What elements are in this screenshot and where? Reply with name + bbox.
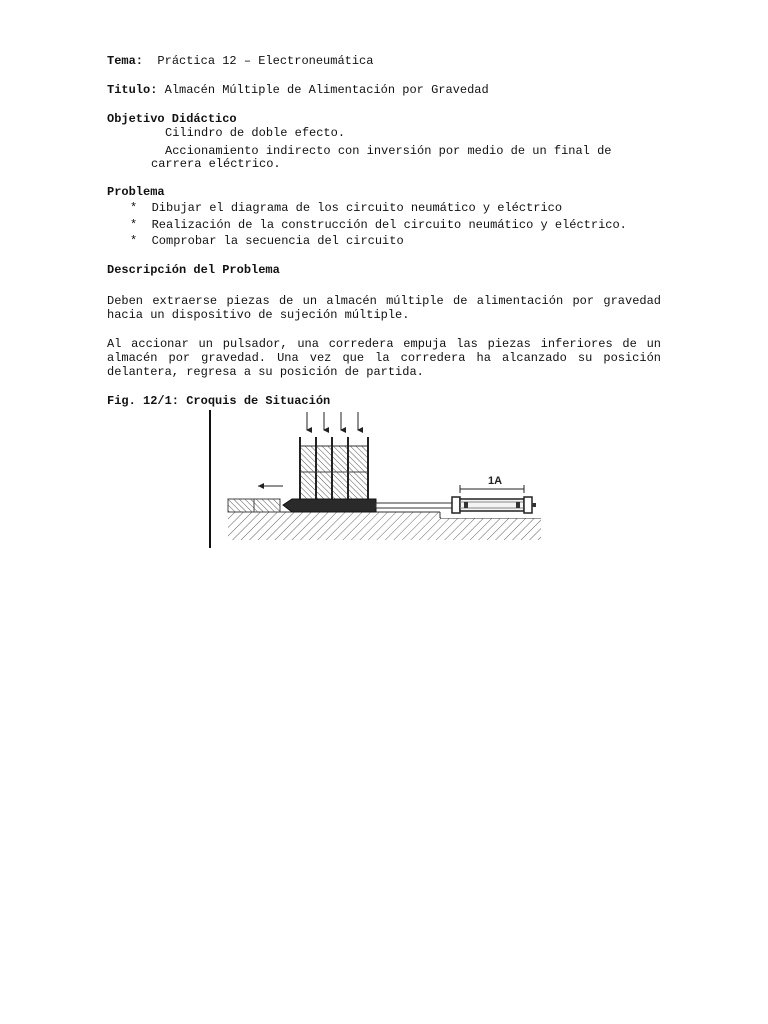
bullet-star: * (130, 201, 138, 215)
bullet-star: * (130, 218, 138, 232)
problema-item-1: * Dibujar el diagrama de los circuito neumático y eléctrico (130, 201, 563, 215)
bullet-star: * (130, 234, 138, 248)
objetivo-heading: Objetivo Didáctico (107, 112, 237, 126)
problema-heading: Problema (107, 185, 165, 199)
cylinder-1a (452, 485, 536, 513)
objetivo-line-2a: Accionamiento indirecto con inversión por medio de un final de (165, 144, 612, 158)
titulo-label: Titulo: (107, 83, 158, 97)
slider-bar (283, 499, 452, 512)
tema-value: Práctica 12 – Electroneumática (157, 54, 374, 68)
objetivo-line-2b: carrera eléctrico. (151, 157, 281, 171)
descripcion-paragraph-1: Deben extraerse piezas de un almacén múltiple de alimentación por gravedad hacia un dispositivo de sujeción múltiple. (107, 294, 661, 322)
descripcion-heading: Descripción del Problema (107, 263, 280, 277)
figure-caption: Fig. 12/1: Croquis de Situación (107, 394, 331, 408)
output-pieces (228, 483, 283, 512)
descripcion-paragraph-2: Al accionar un pulsador, una corredera empuja las piezas inferiores de un almacén por gravedad. Una vez que la corredera ha alcanzado su posición delantera, regresa a su posición de partida. (107, 337, 661, 379)
cylinder-label: 1A (488, 475, 503, 487)
ground-base (228, 512, 541, 540)
tema-label: Tema: (107, 54, 144, 68)
problema-item-3: * Comprobar la secuencia del circuito (130, 234, 404, 248)
objetivo-line-1: Cilindro de doble efecto. (165, 126, 346, 140)
gravity-magazine (300, 412, 368, 499)
titulo-value: Almacén Múltiple de Alimentación por Gravedad (164, 83, 489, 97)
problema-item-2: * Realización de la construcción del circuito neumático y eléctrico. (130, 218, 627, 232)
